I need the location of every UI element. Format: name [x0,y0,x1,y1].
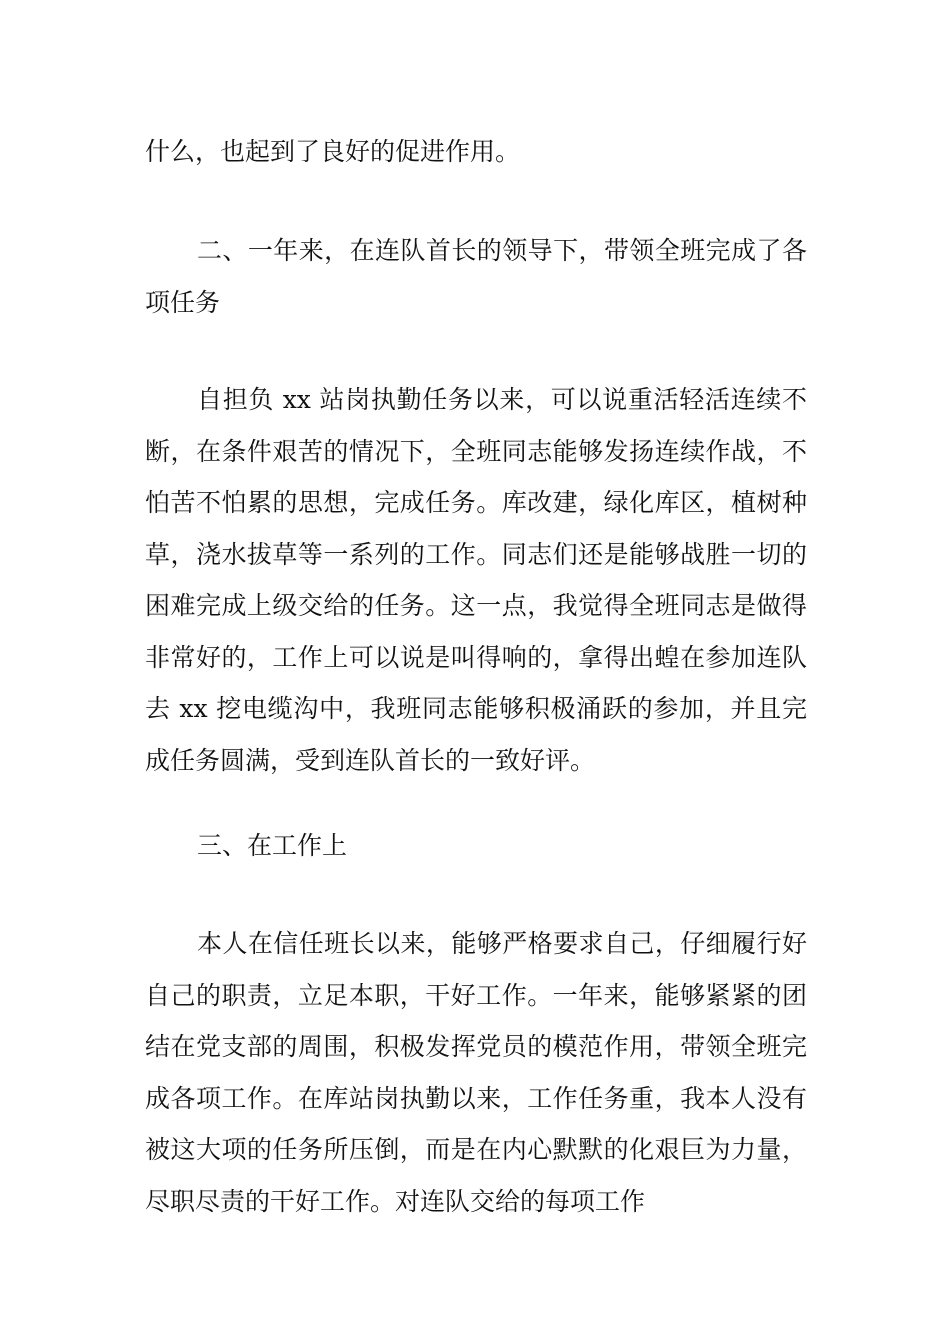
paragraph-work-performance: 本人在信任班长以来，能够严格要求自己，仔细履行好自己的职责，立足本职，干好工作。一年来，能够紧紧的团结在党支部的周围，积极发挥党员的模范作用，带领全班完成各项工作。在库站岗执勤以来，工作任务重，我本人没有被这大项的任务所压倒，而是在内心默默的化艰巨为力量，尽职尽责的干好工作。对连队交给的每项工作 [145,929,807,1216]
paragraph-continuation: 什么，也起到了良好的促进作用。 [145,137,521,166]
paragraph-duty-tasks: 自担负 xx 站岗执勤任务以来，可以说重活轻活连续不断，在条件艰苦的情况下，全班同志能够发扬连续作战，不怕苦不怕累的思想，完成任务。库改建，绿化库区，植树种草，浇水拔草等一系列的工作。同志们还是能够战胜一切的困难完成上级交给的任务。这一点，我觉得全班同志是做得非常好的，工作上可以说是叫得响的，拿得出蝗在参加连队去 xx 挖电缆沟中，我班同志能够积极涌跃的参加，并且完成任务圆满，受到连队首长的一致好评。 [145,385,807,775]
section-heading-two: 二、一年来，在连队首长的领导下，带领全班完成了各项任务 [145,236,807,317]
section-heading-three: 三、在工作上 [197,831,348,860]
